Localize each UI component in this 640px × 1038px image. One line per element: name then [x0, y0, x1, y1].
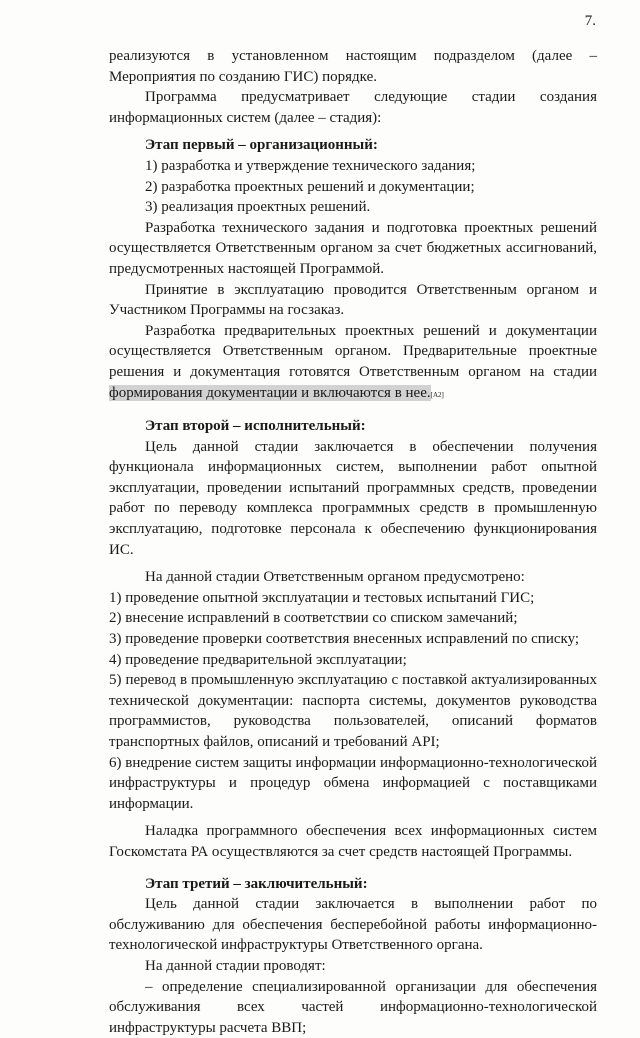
list-item: 4) проведение предварительной эксплуатации;	[109, 651, 407, 668]
paragraph: Разработка предварительных проектных решений и документации осуществляется Ответственным органом. Предварительные проектные решения и документация готовятся Ответственным органом на стадии	[109, 322, 597, 380]
paragraph: Разработка технического задания и подготовка проектных решений осуществляется Ответственным органом за счет бюджетных ассигнований, предусмотренных настоящей Программой.	[109, 219, 597, 277]
list-item: 5) перевод в промышленную эксплуатацию с поставкой актуализированных технической документации: паспорта системы, документов руководства программистов, руководства пользователей, описаний форматов транспортных файлов, описаний и требований API;	[109, 672, 597, 750]
paragraph: – определение специализированной организации для обеспечения обслуживания всех частей информационно-технологической инфраструктуры расчета ВВП;	[109, 978, 597, 1036]
comment-marker: [A2]	[430, 390, 444, 399]
list-item: 3) реализация проектных решений.	[145, 199, 371, 216]
paragraph: Наладка программного обеспечения всех информационных систем Госкомстата РА осуществляются за счет средств настоящей Программы.	[109, 823, 597, 860]
highlighted-text: формирования документации и включаются в нее.	[109, 384, 431, 401]
paragraph: Цель данной стадии заключается в выполнении работ по обслуживанию для обеспечения бесперебойной работы информационно-технологической инфраструктуры Ответственного органа.	[109, 896, 597, 954]
paragraph: Цель данной стадии заключается в обеспечении получения функционала информационных систем, выполнении работ опытной эксплуатации, проведении испытаний программных средств, проведении работ по переводу комплекса программных средств в промышленную эксплуатацию, подготовке персонала к обеспечению функционирования ИС.	[109, 438, 597, 558]
page-number: 7.	[584, 13, 596, 29]
list-item: 2) разработка проектных решений и документации;	[145, 178, 475, 195]
stage-heading-2: Этап второй – исполнительный:	[145, 418, 366, 435]
paragraph: На данной стадии проводят:	[145, 957, 326, 974]
stage-heading-1: Этап первый – организационный:	[145, 137, 378, 154]
list-item: 1) разработка и утверждение технического задания;	[145, 157, 476, 174]
paragraph: Программа предусматривает следующие стадии создания информационных систем (далее – стадия):	[109, 89, 597, 126]
paragraph: Принятие в эксплуатацию проводится Ответственным органом и Участником Программы на госзаказ.	[109, 281, 597, 319]
document-body	[109, 46, 597, 1038]
list-item: 2) внесение исправлений в соответствии со списком замечаний;	[109, 610, 518, 627]
list-item: 6) внедрение систем защиты информации информационно-технологической инфраструктуры и процедур обмена информацией с поставщиками информации.	[109, 754, 597, 812]
list-item: 3) проведение проверки соответствия внесенных исправлений по списку;	[109, 631, 580, 648]
paragraph: реализуются в установленном настоящим подразделом (далее – Мероприятия по созданию ГИС) порядке.	[109, 48, 597, 85]
paragraph: На данной стадии Ответственным органом предусмотрено:	[145, 569, 525, 586]
stage-heading-3: Этап третий – заключительный:	[145, 875, 368, 892]
list-item: 1) проведение опытной эксплуатации и тестовых испытаний ГИС;	[109, 589, 535, 606]
highlighted-line	[109, 383, 597, 406]
